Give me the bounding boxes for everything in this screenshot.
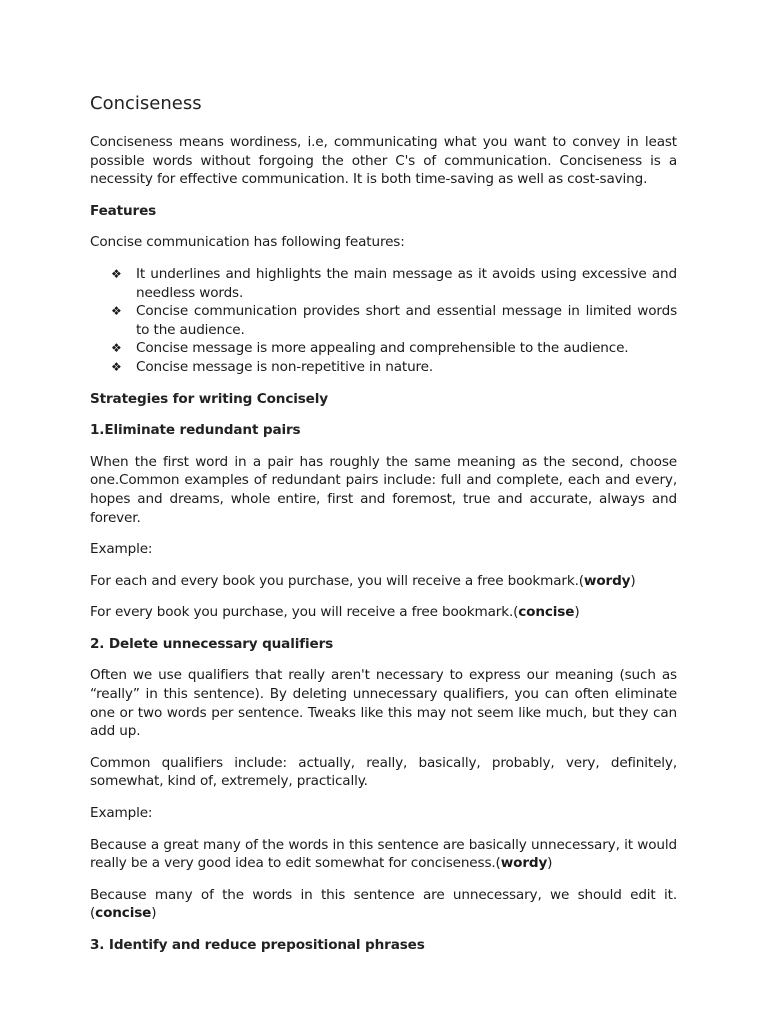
wordy-tag: wordy	[500, 855, 548, 872]
close-paren: )	[547, 855, 553, 872]
example-text: For every book you purchase, you will receive a free bookmark.(	[90, 604, 519, 621]
strategy-1-body: When the first word in a pair has roughly the same meaning as the second, choose one.Common examples of redundant pairs include: full and complete, each and every, hopes and dreams, whole entire, first and foremost, true and accurate, always and forever.	[90, 453, 677, 526]
list-item-text: It underlines and highlights the main message as it avoids using excessive and needless words.	[136, 265, 677, 301]
list-item-text: Concise communication provides short and essential message in limited words to the audience.	[136, 303, 677, 338]
list-item	[90, 358, 677, 377]
list-item	[90, 302, 677, 339]
example-text: Because many of the words in this sentence are unnecessary, we should edit it.(	[90, 886, 677, 922]
strategy-2-example-label: Example:	[90, 805, 153, 822]
strategy-2-concise-example	[90, 886, 677, 923]
example-text: For each and every book you purchase, you will receive a free bookmark.(	[90, 572, 584, 589]
concise-tag: concise	[518, 604, 575, 621]
close-paren: )	[630, 572, 636, 589]
close-paren: )	[151, 905, 157, 922]
features-heading: Features	[90, 202, 157, 219]
list-item-text: Concise message is non-repetitive in nature.	[136, 358, 434, 375]
close-paren: )	[574, 604, 580, 621]
strategy-2-heading: 2. Delete unnecessary qualifiers	[90, 635, 334, 652]
strategy-1-heading: 1.Eliminate redundant pairs	[90, 422, 301, 439]
list-item	[90, 265, 677, 302]
concise-tag: concise	[95, 905, 152, 922]
strategy-1-wordy-example	[90, 572, 677, 591]
strategy-2-wordy-example	[90, 836, 677, 873]
example-text: Because a great many of the words in this sentence are basically unnecessary, it would really be a very good idea to edit somewhat for conciseness.(	[90, 836, 677, 872]
features-lead: Concise communication has following features:	[90, 234, 405, 251]
list-item	[90, 339, 677, 358]
strategy-2-common-qualifiers: Common qualifiers include: actually, really, basically, probably, very, definitely, somewhat, kind of, extremely, practically.	[90, 754, 677, 790]
strategy-1-concise-example	[90, 603, 677, 622]
strategy-3-heading: 3. Identify and reduce prepositional phrases	[90, 937, 425, 953]
diamond-bullet-icon: ❖	[111, 304, 122, 319]
strategy-2-body: Often we use qualifiers that really aren't necessary to express our meaning (such as “really” in this sentence). By deleting unnecessary qualifiers, you can often eliminate one or two words per sentence. Tweaks like this may not seem like much, but they can add up.	[90, 667, 677, 740]
diamond-bullet-icon: ❖	[111, 266, 122, 281]
wordy-tag: wordy	[583, 572, 631, 589]
diamond-bullet-icon: ❖	[111, 359, 122, 374]
page-title: Conciseness	[90, 93, 202, 114]
strategy-1-example-label: Example:	[90, 541, 153, 558]
features-list	[90, 265, 677, 377]
intro-paragraph: Conciseness means wordiness, i.e, communicating what you want to convey in least possible words without forgoing the other C's of communication. Conciseness is a necessity for effective communication. It is both time-saving as well as cost-saving.	[90, 134, 677, 188]
list-item-text: Concise message is more appealing and comprehensible to the audience.	[136, 340, 629, 357]
strategies-heading: Strategies for writing Concisely	[90, 390, 328, 407]
diamond-bullet-icon: ❖	[111, 341, 122, 356]
document-page	[90, 92, 677, 968]
